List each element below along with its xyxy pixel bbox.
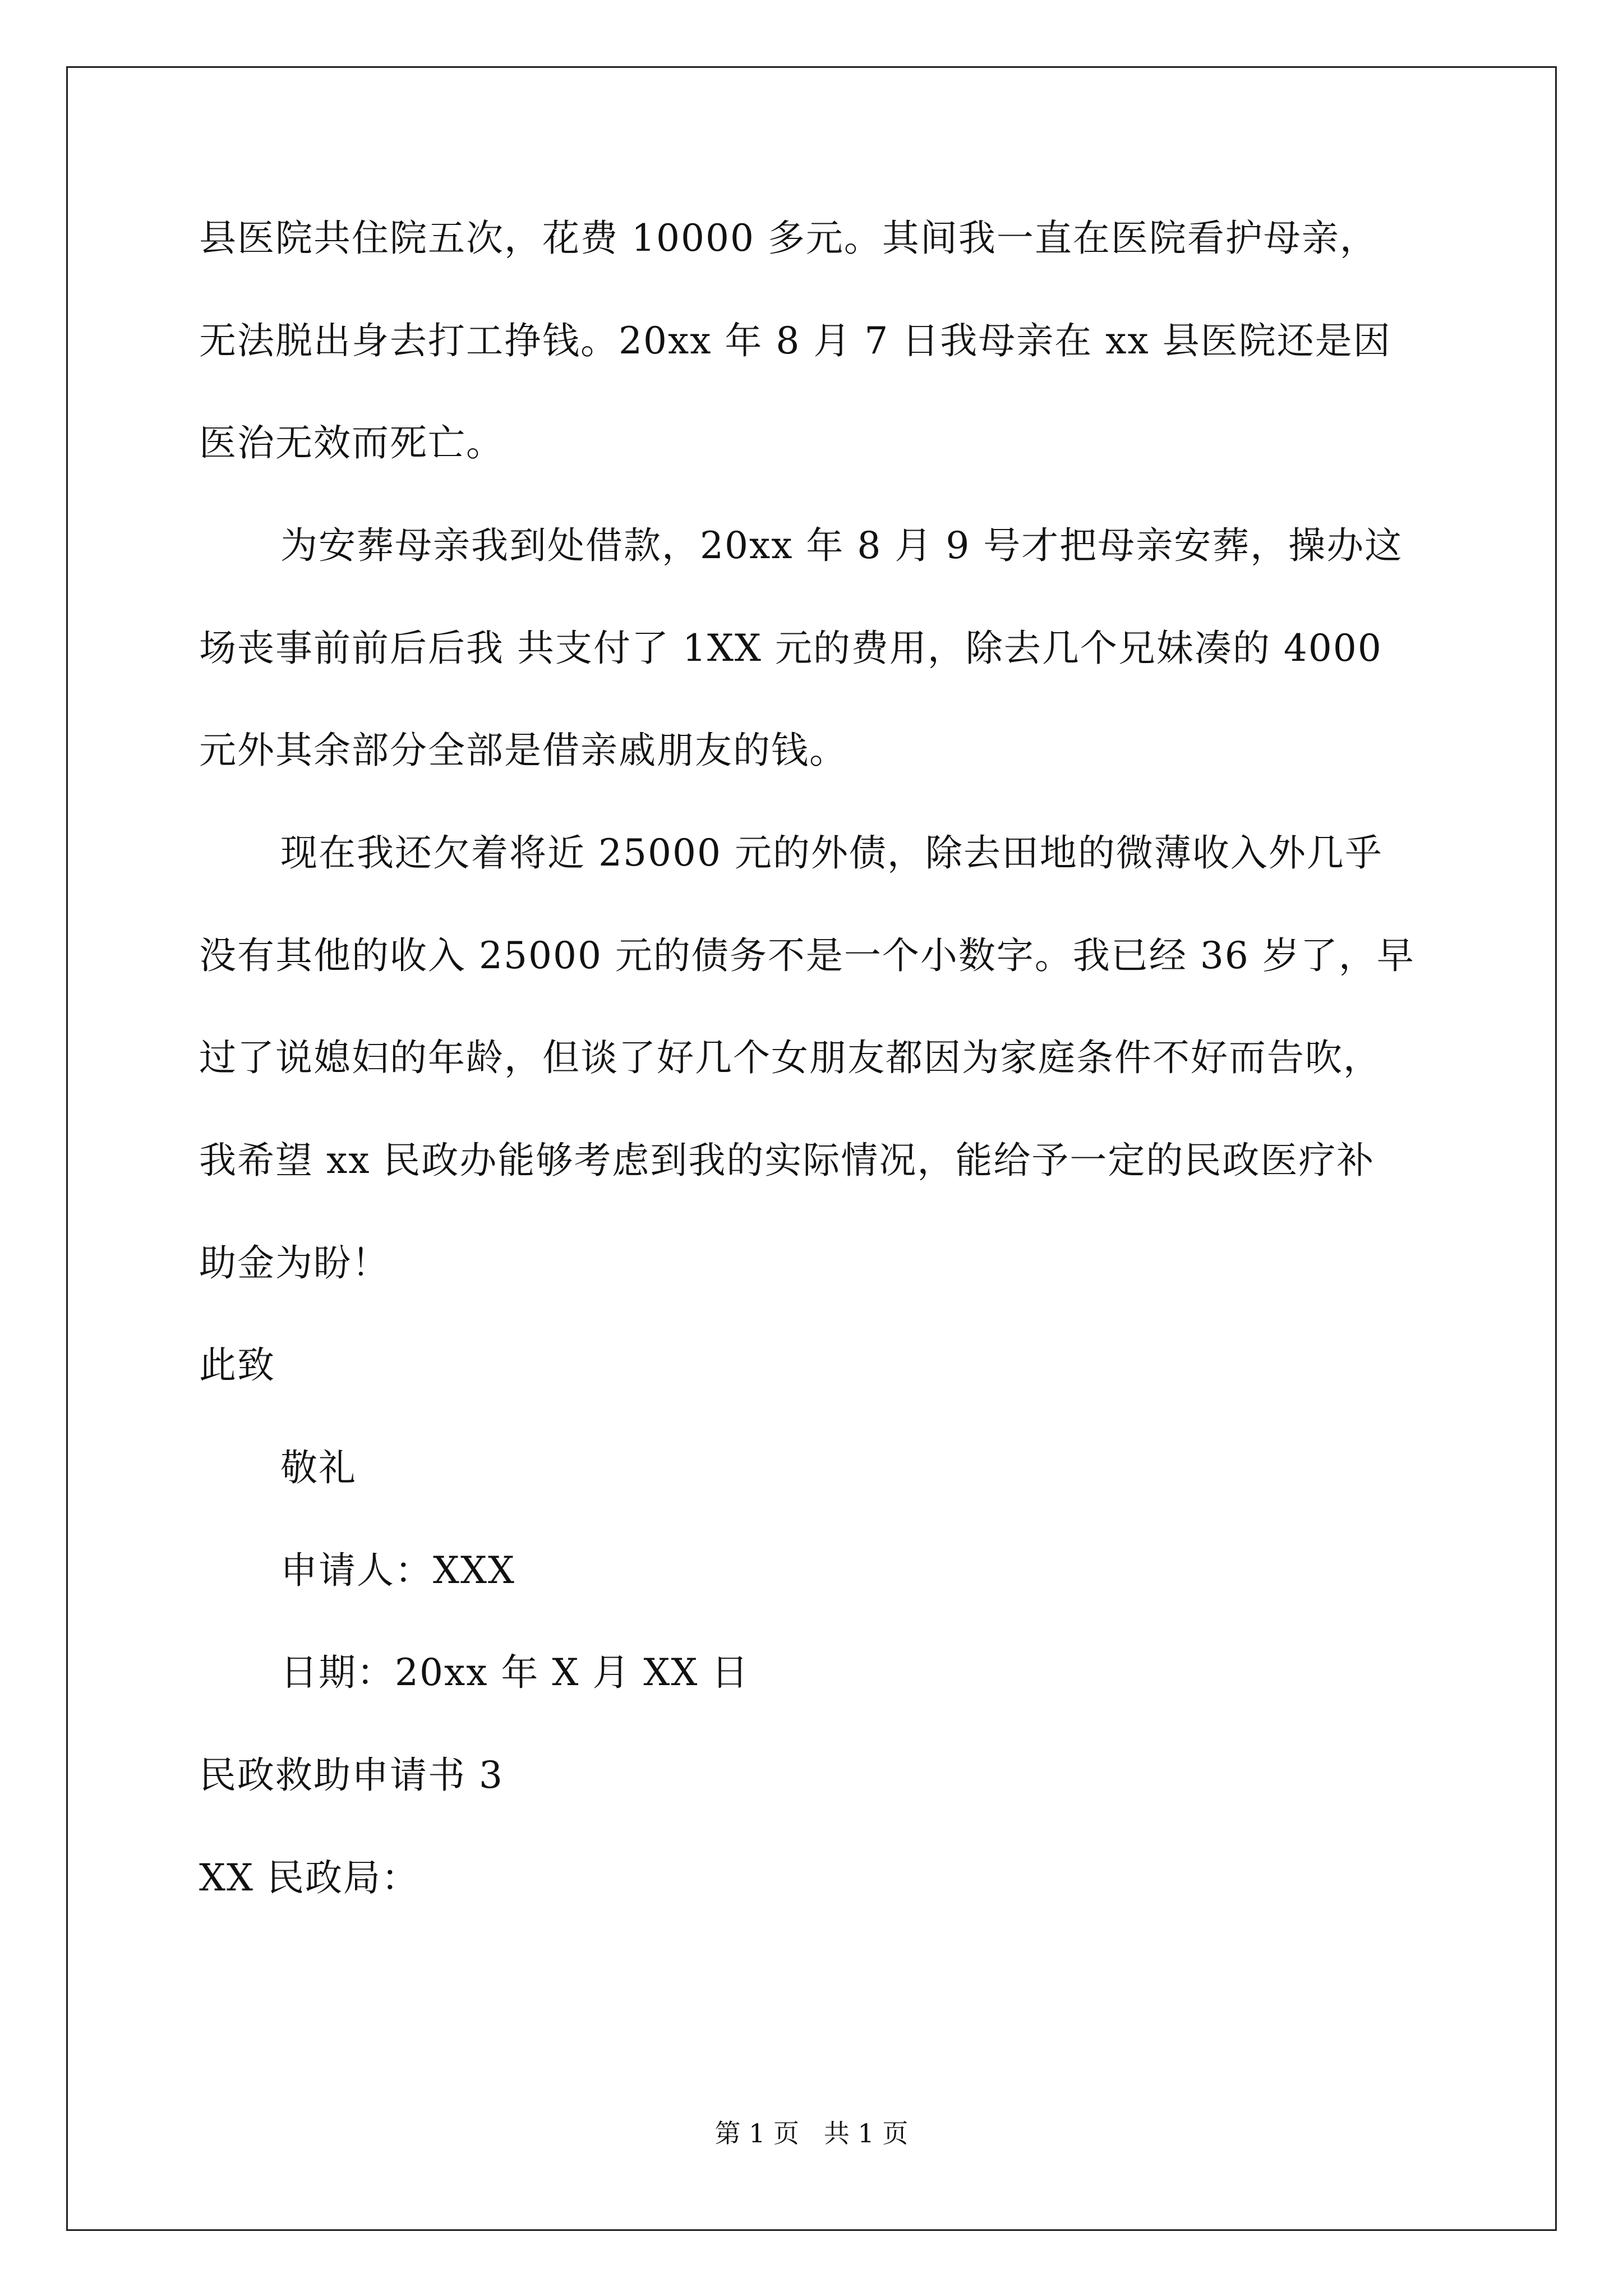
body-line-8: 没有其他的收入 25000 元的债务不是一个小数字。我已经 36 岁了，早	[199, 934, 1415, 977]
section-title: 民政救助申请书 3	[199, 1754, 504, 1797]
body-line-4: 为安葬母亲我到处借款，20xx 年 8 月 9 号才把母亲安葬，操办这	[280, 524, 1403, 567]
body-line-5: 场丧事前前后后我 共支付了 1XX 元的费用，除去几个兄妹凑的 4000	[199, 627, 1382, 670]
body-line-1: 县医院共住院五次，花费 10000 多元。其间我一直在医院看护母亲，	[199, 217, 1378, 260]
page-footer: 第 1 页 共 1 页	[714, 2118, 909, 2148]
closing-salutation: 此致	[199, 1343, 275, 1387]
body-line-2: 无法脱出身去打工挣钱。20xx 年 8 月 7 日我母亲在 xx 县医院还是因	[199, 319, 1391, 362]
closing-regards: 敬礼	[280, 1446, 357, 1489]
body-line-11: 助金为盼！	[199, 1241, 390, 1285]
body-line-3: 医治无效而死亡。	[199, 421, 504, 464]
body-line-7: 现在我还欠着将近 25000 元的外债，除去田地的微薄收入外几乎	[280, 831, 1383, 875]
body-line-6: 元外其余部分全部是借亲戚朋友的钱。	[199, 729, 847, 772]
addressee-line: XX 民政局：	[199, 1856, 419, 1899]
body-line-9: 过了说媳妇的年龄，但谈了好几个女朋友都因为家庭条件不好而告吹，	[199, 1036, 1381, 1079]
body-line-10: 我希望 xx 民政办能够考虑到我的实际情况，能给予一定的民政医疗补	[199, 1139, 1375, 1182]
applicant-line: 申请人：XXX	[280, 1549, 515, 1592]
date-line: 日期：20xx 年 X 月 XX 日	[280, 1651, 750, 1694]
